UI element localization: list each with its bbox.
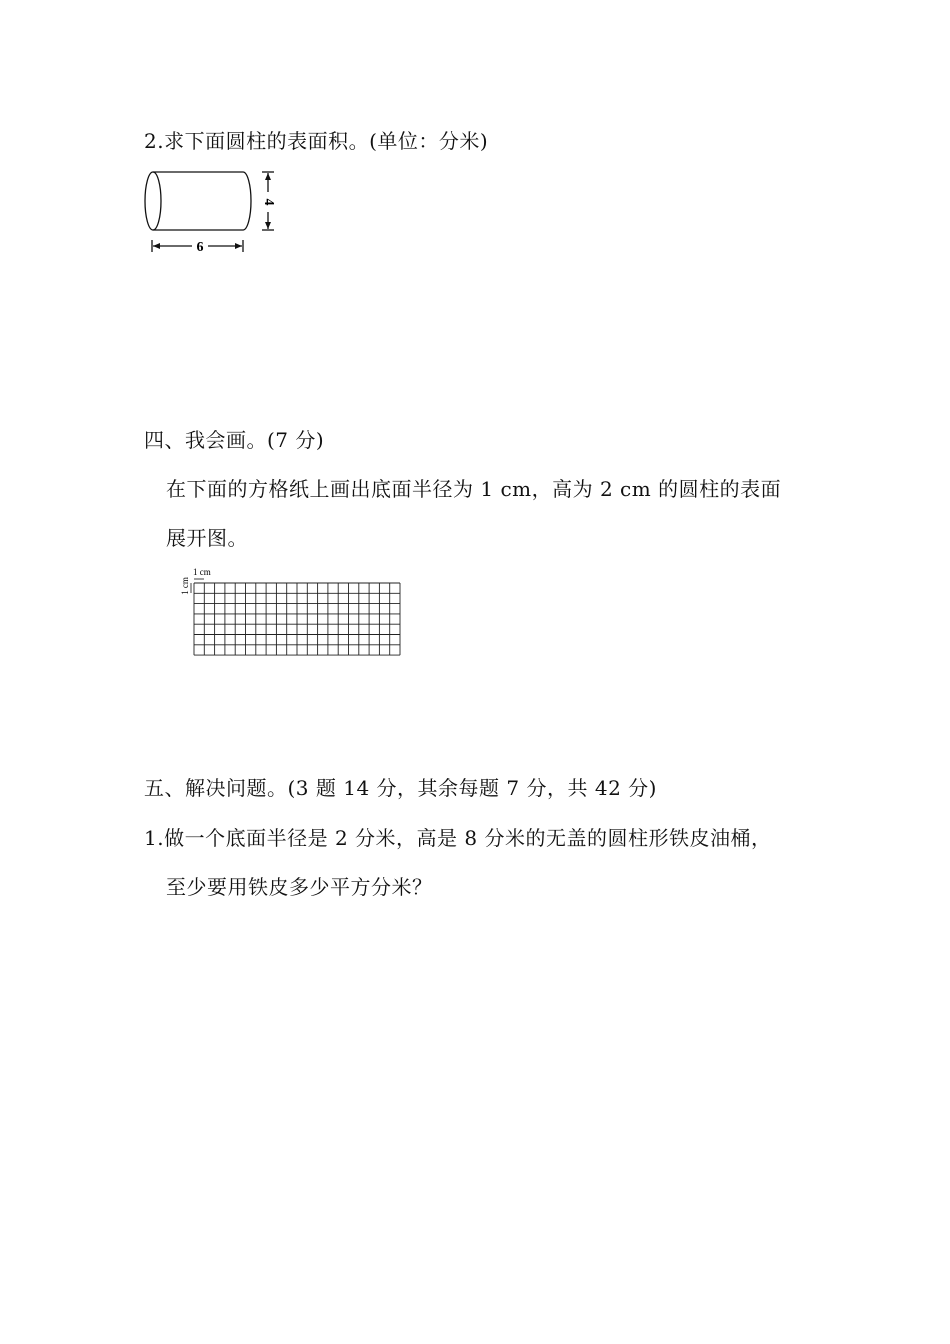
cylinder-left-face <box>145 172 161 230</box>
height-arrow-up <box>265 173 271 180</box>
section5-q1-line2: 至少要用铁皮多少平方分米？ <box>166 875 433 899</box>
section4-instruction-line2: 展开图。 <box>166 526 248 550</box>
grid-unit-label-side: 1 cm <box>180 577 191 595</box>
height-label: 4 <box>260 198 276 206</box>
section4-heading: 四、我会画。(7 分) <box>144 428 325 452</box>
length-label: 6 <box>196 240 204 255</box>
cylinder-figure <box>140 168 280 258</box>
grid-lines <box>194 583 400 655</box>
cylinder-right-arc <box>243 172 251 230</box>
section5-heading: 五、解决问题。(3 题 14 分，其余每题 7 分，共 42 分) <box>144 776 657 800</box>
q2-title: 2.求下面圆柱的表面积。(单位：分米) <box>144 129 489 153</box>
length-arrow-right <box>235 243 242 249</box>
height-arrow-down <box>265 222 271 229</box>
grid-paper <box>172 566 412 666</box>
grid-unit-label-top: 1 cm <box>193 567 211 577</box>
section5-q1-line1: 1.做一个底面半径是 2 分米，高是 8 分米的无盖的圆柱形铁皮油桶， <box>144 826 772 850</box>
section4-instruction-line1: 在下面的方格纸上画出底面半径为 1 cm，高为 2 cm 的圆柱的表面 <box>166 477 782 501</box>
length-arrow-left <box>153 243 160 249</box>
